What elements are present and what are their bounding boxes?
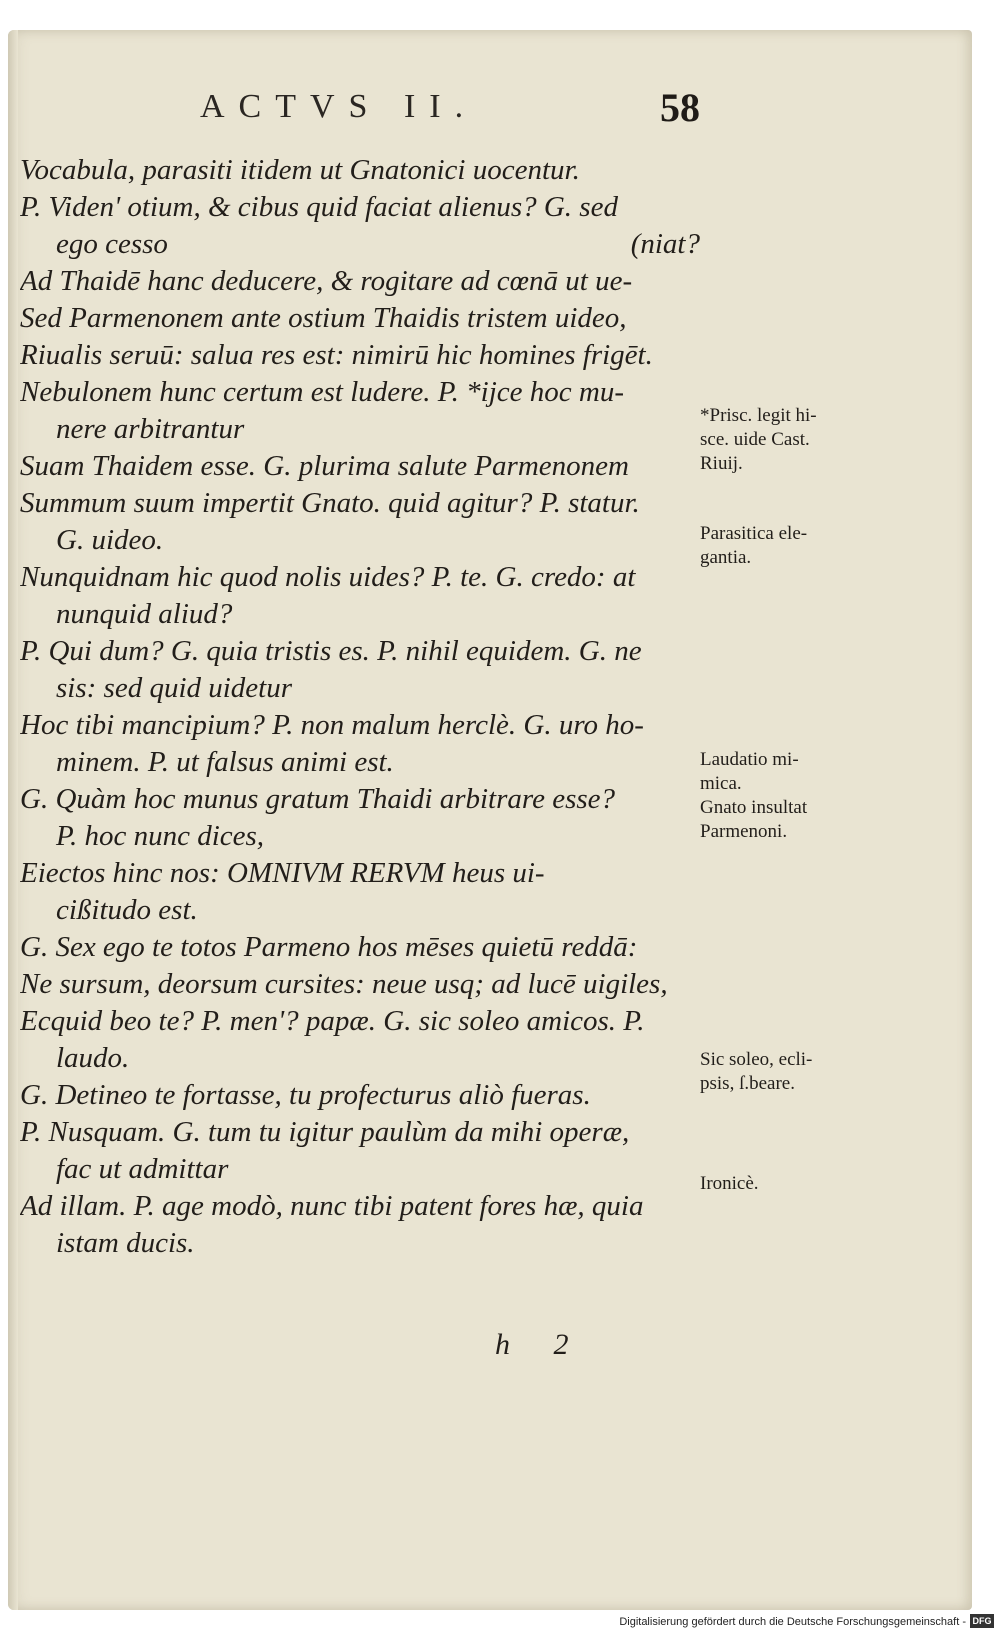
text-line: P. Qui dum? G. quia tristis es. P. nihil equidem. G. ne (20, 635, 642, 667)
text-line: Sed Parmenonem ante ostium Thaidis tristem uideo, (20, 302, 627, 334)
text-line: Ad illam. P. age modò, nunc tibi patent fores hæ, quia (20, 1190, 644, 1222)
main-text-block (20, 152, 700, 1262)
margin-note-line: Parmenoni. (700, 821, 788, 842)
text-line: nere arbitrantur (56, 413, 245, 445)
margin-note-line: Parasitica ele- (700, 523, 808, 544)
text-line (20, 226, 700, 263)
text-line: Ecquid beo te? P. men'? papæ. G. sic soleo amicos. P. (20, 1005, 645, 1037)
text-line: Vocabula, parasiti itidem ut Gnatonici uocentur. (20, 154, 580, 186)
text-line: minem. P. ut falsus animi est. (56, 746, 394, 778)
text-line: istam ducis. (56, 1227, 195, 1259)
text-line: Hoc tibi mancipium? P. non malum herclè. G. uro ho- (20, 709, 644, 741)
margin-note-ironice (700, 1172, 860, 1196)
text-line: Riualis seruū: salua res est: nimirū hic homines frigēt. (20, 339, 653, 371)
margin-note-line: Riuij. (700, 453, 743, 474)
text-line: Nebulonem hunc certum est ludere. P. *ijce hoc mu- (20, 376, 625, 408)
text-segment: (niat? (630, 228, 700, 260)
dfg-logo-icon: DFG (970, 1614, 994, 1628)
text-line: cißitudo est. (56, 894, 198, 926)
text-line: P. hoc nunc dices, (56, 820, 265, 852)
margin-note-line: psis, ſ.beare. (700, 1073, 795, 1094)
margin-note-line: mica. (700, 773, 742, 794)
text-line: G. Detineo te fortasse, tu profecturus aliò fueras. (20, 1079, 591, 1111)
margin-note-line: Laudatio mi- (700, 749, 799, 770)
signature-mark: h 2 (495, 1328, 587, 1361)
page-gutter-edge (8, 30, 18, 1610)
text-line: Ne sursum, deorsum cursites: neue usq; ad lucē uigiles, (20, 968, 668, 1000)
text-line: nunquid aliud? (56, 598, 233, 630)
text-line: Suam Thaidem esse. G. plurima salute Parmenonem (20, 450, 629, 482)
margin-note-line: sce. uide Cast. (700, 429, 810, 450)
margin-note-line: Gnato insultat (700, 797, 808, 818)
text-line: Summum suum impertit Gnato. quid agitur? P. statur. (20, 487, 640, 519)
text-line: G. Quàm hoc munus gratum Thaidi arbitrare esse? (20, 783, 616, 815)
text-line: laudo. (56, 1042, 130, 1074)
digitization-credit: Digitalisierung gefördert durch die Deutsche Forschungsgemeinschaft - (619, 1616, 966, 1628)
margin-note-line: gantia. (700, 547, 752, 568)
text-line: P. Viden' otium, & cibus quid faciat alienus? G. sed (20, 191, 618, 223)
margin-note-line: Sic soleo, ecli- (700, 1049, 813, 1070)
margin-note-prisc (700, 404, 860, 476)
text-line: G. uideo. (56, 524, 164, 556)
margin-note-laudatio (700, 748, 860, 844)
page-number: 58 (660, 85, 700, 130)
running-head: ACTVS II. (200, 88, 478, 125)
text-segment: ego cesso (56, 228, 168, 260)
text-line: Eiectos hinc nos: OMNIVM RERVM heus ui- (20, 857, 545, 889)
text-line: fac ut admittar (56, 1153, 229, 1185)
text-line: P. Nusquam. G. tum tu igitur paulùm da mihi operæ, (20, 1116, 630, 1148)
text-line: sis: sed quid uidetur (56, 672, 293, 704)
margin-note-line: Ironicè. (700, 1173, 759, 1194)
text-line: Ad Thaidē hanc deducere, & rogitare ad cœnā ut ue- (20, 265, 633, 297)
text-line: G. Sex ego te totos Parmeno hos mēses quietū reddā: (20, 931, 638, 963)
margin-note-line: *Prisc. legit hi- (700, 405, 817, 426)
text-line: Nunquidnam hic quod nolis uides? P. te. G. credo: at (20, 561, 636, 593)
margin-note-sic-soleo (700, 1048, 860, 1096)
margin-note-parasitica (700, 522, 860, 570)
